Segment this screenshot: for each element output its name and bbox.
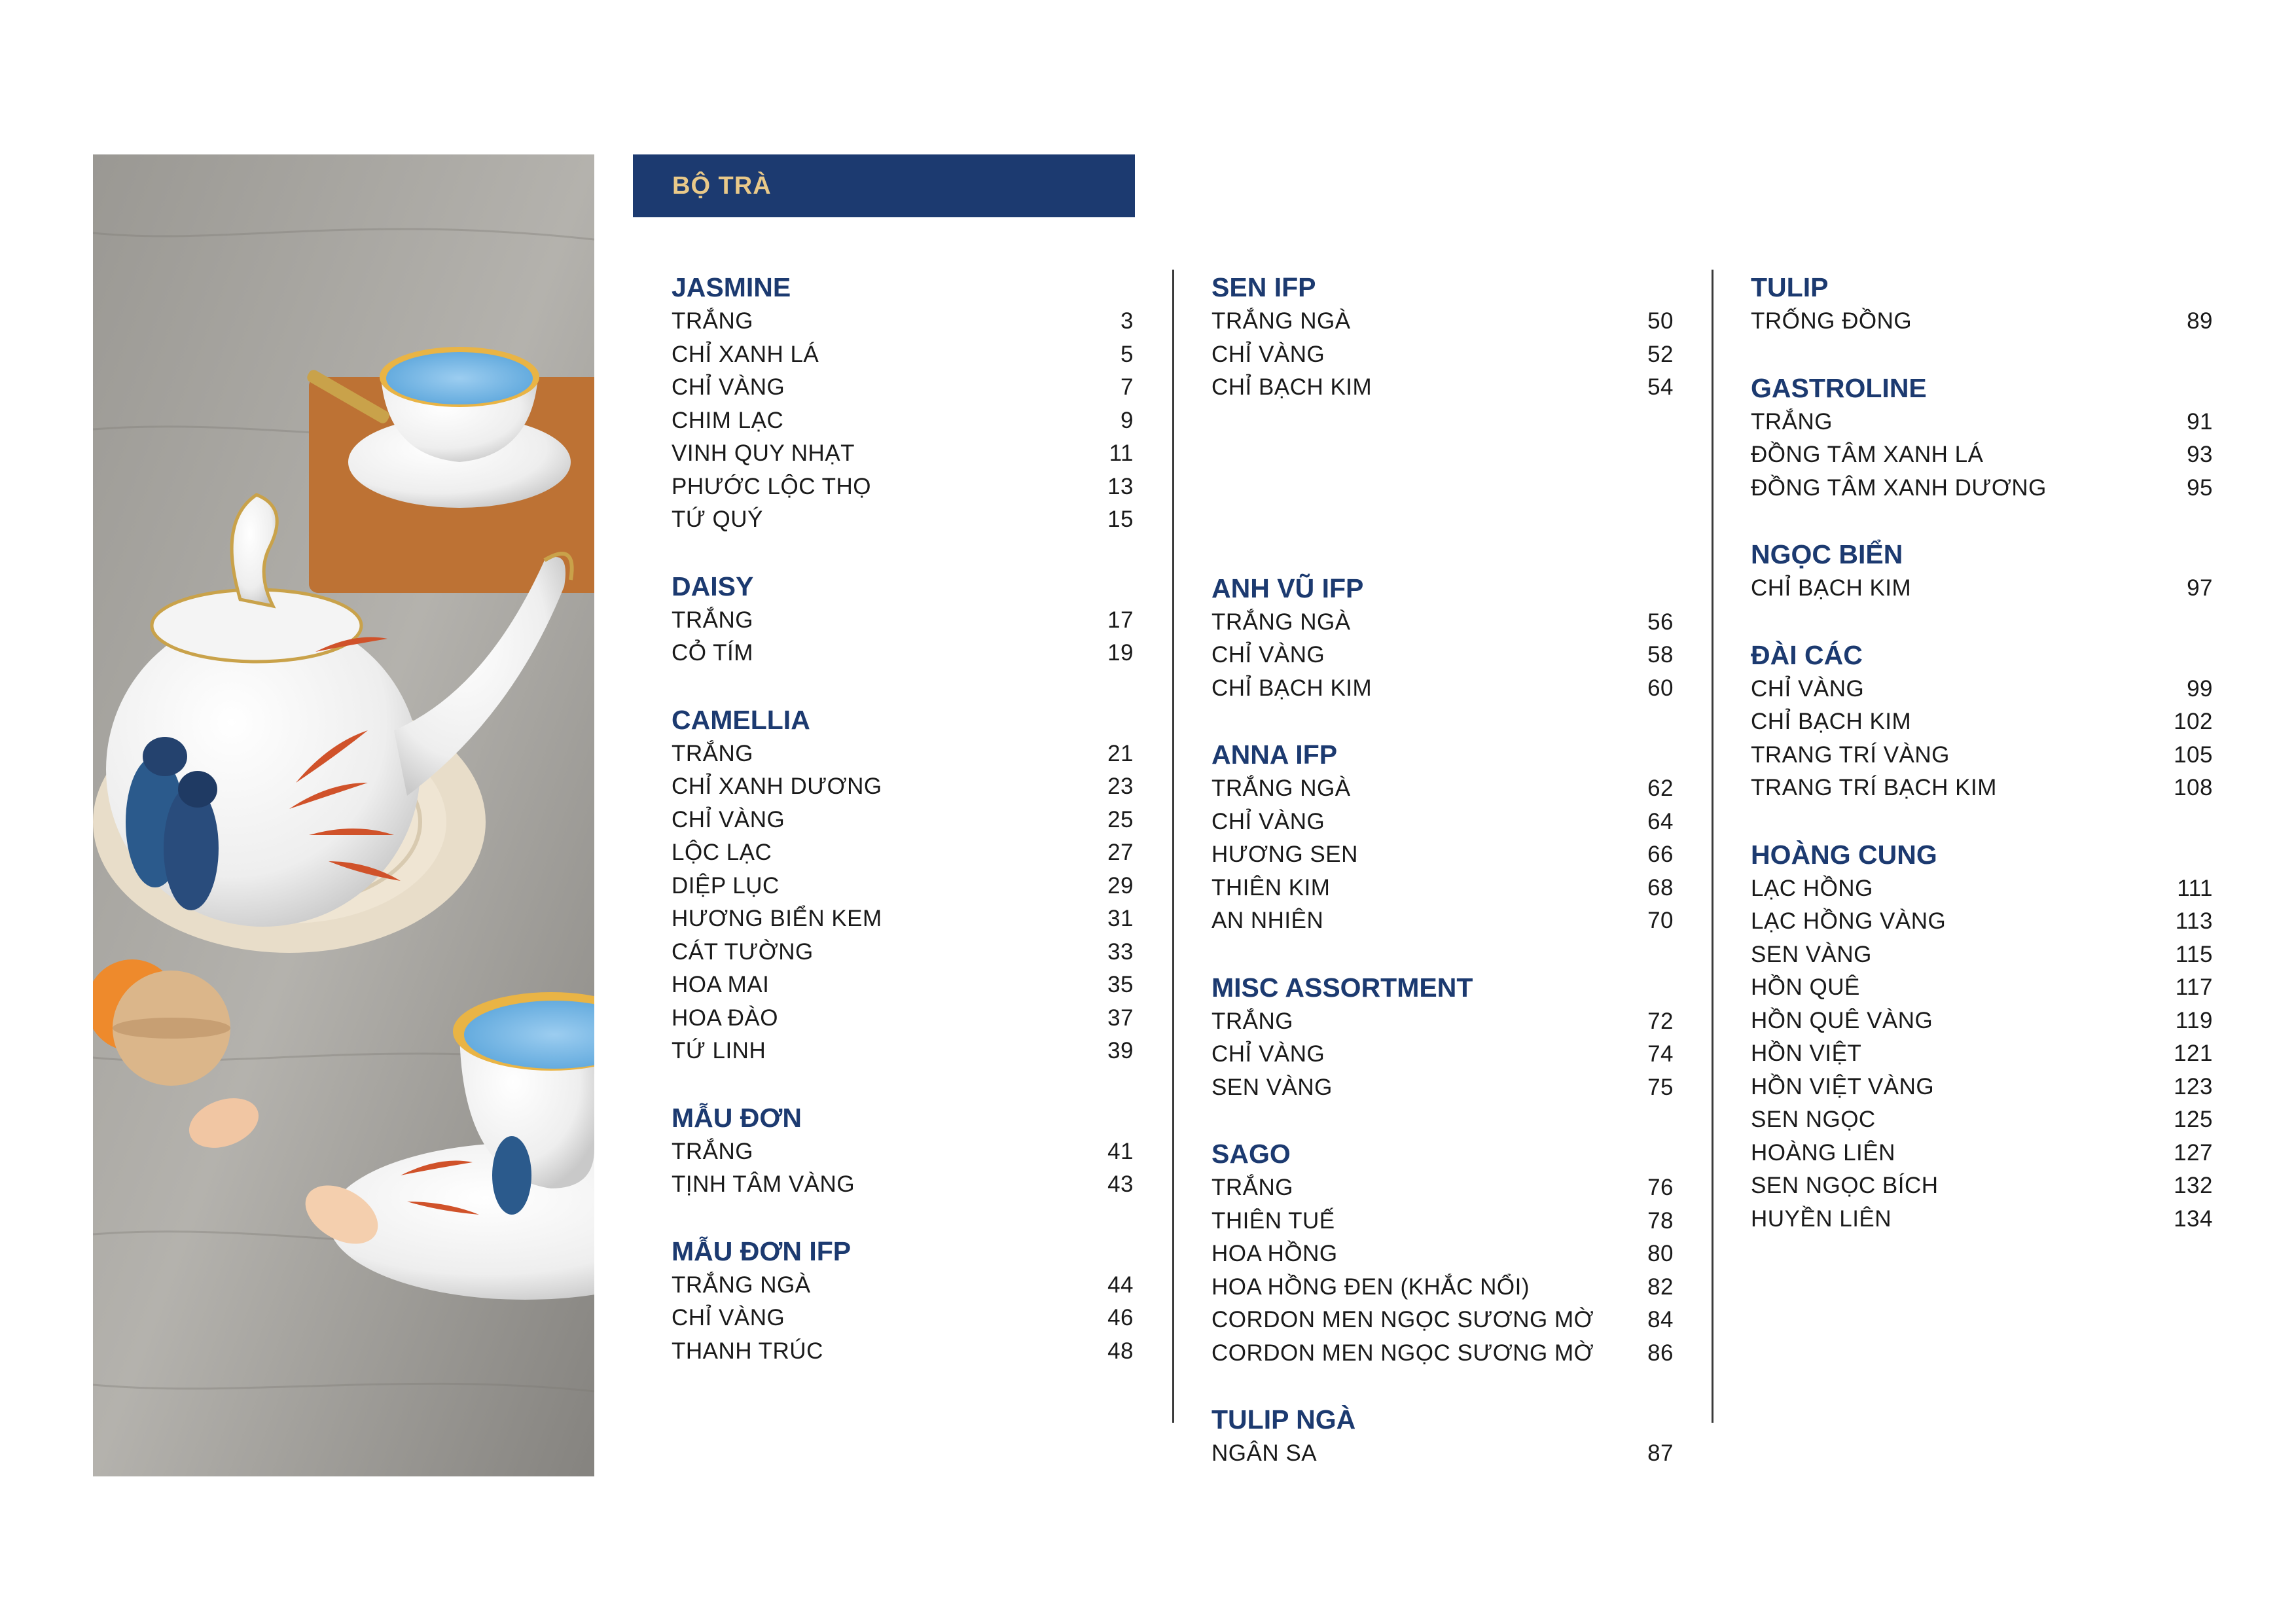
page-title: BỘ TRÀ xyxy=(672,172,772,200)
entry-page-number: 35 xyxy=(1107,972,1134,998)
entry-page-number: 82 xyxy=(1647,1274,1674,1300)
entry-name: HUYỀN LIÊN xyxy=(1751,1205,1892,1232)
entry-page-number: 105 xyxy=(2174,741,2213,768)
entry-name: HOA HỒNG xyxy=(1211,1241,1338,1267)
index-entry[interactable] xyxy=(1211,772,1674,806)
entry-name: THANH TRÚC xyxy=(672,1338,823,1364)
entry-name: NGÂN SA xyxy=(1211,1440,1318,1467)
entry-page-number: 119 xyxy=(2175,1007,2213,1033)
entry-name: HỒN VIỆT xyxy=(1751,1041,1862,1067)
entry-page-number: 54 xyxy=(1647,374,1674,401)
entry-name: CORDON MEN NGỌC SƯƠNG MỜ xyxy=(1211,1340,1594,1366)
entry-name: TRẮNG xyxy=(1751,408,1833,435)
entry-page-number: 70 xyxy=(1647,908,1674,934)
entry-page-number: 91 xyxy=(2187,408,2213,435)
entry-page-number: 108 xyxy=(2174,775,2213,801)
entry-name: TRẮNG xyxy=(672,740,753,766)
column-divider xyxy=(1712,270,1713,1423)
index-entry[interactable] xyxy=(672,1035,1134,1068)
index-entry[interactable] xyxy=(1751,1169,2213,1203)
index-entry[interactable] xyxy=(1211,1437,1674,1471)
index-entry[interactable] xyxy=(1751,905,2213,938)
collection-section xyxy=(1211,571,1674,705)
entry-name: THIÊN KIM xyxy=(1211,874,1331,901)
index-entry[interactable] xyxy=(672,1302,1134,1335)
index-entry[interactable] xyxy=(1751,406,2213,439)
index-entry[interactable] xyxy=(1211,1171,1674,1205)
collection-title: ANH VŨ IFP xyxy=(1211,573,1364,603)
entry-page-number: 64 xyxy=(1647,808,1674,834)
entry-name: CHỈ BẠCH KIM xyxy=(1211,374,1372,401)
index-entry[interactable] xyxy=(1211,838,1674,872)
entry-name: TRẮNG xyxy=(1211,1175,1293,1201)
index-entry[interactable] xyxy=(1211,1005,1674,1039)
entry-name: TRẮNG xyxy=(1211,1008,1293,1034)
entry-page-number: 15 xyxy=(1107,507,1134,533)
entry-name: CORDON MEN NGỌC SƯƠNG MỜ xyxy=(1211,1307,1594,1333)
collection-title: MẪU ĐƠN IFP xyxy=(672,1236,852,1266)
entry-page-number: 37 xyxy=(1107,1005,1134,1031)
entry-name: TRẮNG xyxy=(672,1138,753,1164)
index-entry[interactable] xyxy=(672,471,1134,504)
index-entry[interactable] xyxy=(1751,1103,2213,1137)
entry-page-number: 89 xyxy=(2187,308,2213,334)
index-entry[interactable] xyxy=(1751,1203,2213,1236)
entry-name: LẠC HỒNG VÀNG xyxy=(1751,908,1946,935)
collection-title: TULIP NGÀ xyxy=(1211,1404,1356,1435)
entry-page-number: 19 xyxy=(1107,640,1134,666)
collection-title: MISC ASSORTMENT xyxy=(1211,972,1473,1003)
collection-title: MẪU ĐƠN xyxy=(672,1102,802,1133)
index-entry[interactable] xyxy=(1751,739,2213,772)
collection-title: SEN IFP xyxy=(1211,272,1316,302)
index-entry[interactable] xyxy=(672,503,1134,537)
entry-name: HỒN QUÊ xyxy=(1751,974,1860,1001)
entry-page-number: 80 xyxy=(1647,1241,1674,1267)
entry-name: CHỈ VÀNG xyxy=(1211,642,1325,668)
entry-name: HỒN VIỆT VÀNG xyxy=(1751,1073,1935,1099)
index-entry[interactable] xyxy=(672,437,1134,471)
entry-name: TRẮNG NGÀ xyxy=(672,1272,811,1298)
index-entry[interactable] xyxy=(1751,438,2213,472)
index-entry[interactable] xyxy=(672,738,1134,771)
entry-name: AN NHIÊN xyxy=(1211,908,1324,934)
entry-page-number: 23 xyxy=(1107,774,1134,800)
index-column-3 xyxy=(1751,270,2213,1268)
entry-page-number: 21 xyxy=(1107,740,1134,766)
entry-page-number: 11 xyxy=(1109,440,1134,467)
entry-name: CHỈ VÀNG xyxy=(1751,675,1865,702)
entry-page-number: 134 xyxy=(2174,1205,2213,1232)
entry-name: CHỈ VÀNG xyxy=(1211,341,1325,367)
entry-name: TRẮNG NGÀ xyxy=(1211,609,1351,635)
collection-section xyxy=(1211,270,1674,404)
index-entry[interactable] xyxy=(1211,1337,1674,1370)
entry-page-number: 117 xyxy=(2175,974,2213,1001)
entry-page-number: 86 xyxy=(1647,1340,1674,1366)
index-entry[interactable] xyxy=(672,969,1134,1002)
index-column-1 xyxy=(672,270,1134,1400)
index-entry[interactable] xyxy=(1751,1071,2213,1104)
collection-title: HOÀNG CUNG xyxy=(1751,839,1937,870)
entry-page-number: 41 xyxy=(1107,1138,1134,1164)
entry-name: CỎ TÍM xyxy=(672,640,753,666)
collection-title: GASTROLINE xyxy=(1751,372,1927,403)
collection-title: CAMELLIA xyxy=(672,704,810,735)
index-entry[interactable] xyxy=(672,770,1134,804)
entry-page-number: 75 xyxy=(1647,1074,1674,1100)
entry-page-number: 125 xyxy=(2174,1107,2213,1133)
index-entry[interactable] xyxy=(672,1135,1134,1169)
index-entry[interactable] xyxy=(1211,305,1674,338)
entry-name: LẠC HỒNG xyxy=(1751,875,1873,901)
entry-page-number: 93 xyxy=(2187,442,2213,468)
entry-page-number: 50 xyxy=(1647,308,1674,334)
entry-name: HOA ĐÀO xyxy=(672,1005,778,1031)
entry-name: HỒN QUÊ VÀNG xyxy=(1751,1007,1933,1033)
index-column-2 xyxy=(1211,270,1674,1503)
entry-page-number: 76 xyxy=(1647,1175,1674,1201)
entry-name: TRẮNG NGÀ xyxy=(1211,776,1351,802)
index-entry[interactable] xyxy=(672,637,1134,670)
entry-name: DIỆP LỤC xyxy=(672,872,780,899)
collection-section xyxy=(1211,970,1674,1105)
index-entry[interactable] xyxy=(1211,904,1674,938)
entry-name: CHỈ BẠCH KIM xyxy=(1211,675,1372,701)
collection-section xyxy=(1751,270,2213,338)
entry-page-number: 9 xyxy=(1121,407,1134,433)
entry-name: THIÊN TUẾ xyxy=(1211,1207,1335,1234)
entry-name: PHƯỚC LỘC THỌ xyxy=(672,473,871,499)
index-entry[interactable] xyxy=(1211,1071,1674,1105)
entry-name: SEN VÀNG xyxy=(1211,1074,1333,1100)
entry-name: TRANG TRÍ BẠCH KIM xyxy=(1751,775,1997,801)
entry-page-number: 3 xyxy=(1121,308,1134,334)
entry-name: HƯƠNG BIỂN KEM xyxy=(672,906,882,932)
collection-section xyxy=(672,270,1134,537)
entry-name: LỘC LẠC xyxy=(672,840,772,866)
entry-name: HƯƠNG SEN xyxy=(1211,842,1358,868)
entry-page-number: 33 xyxy=(1107,938,1134,965)
entry-page-number: 29 xyxy=(1107,872,1134,899)
index-entry[interactable] xyxy=(1211,672,1674,705)
index-entry[interactable] xyxy=(672,870,1134,903)
entry-name: CHỈ BẠCH KIM xyxy=(1751,575,1912,601)
index-entry[interactable] xyxy=(1751,673,2213,706)
collection-section xyxy=(672,569,1134,670)
entry-page-number: 43 xyxy=(1107,1171,1134,1198)
index-entry[interactable] xyxy=(1211,639,1674,672)
entry-page-number: 78 xyxy=(1647,1207,1674,1234)
index-entry[interactable] xyxy=(1211,1238,1674,1271)
index-entry[interactable] xyxy=(1751,705,2213,739)
entry-page-number: 56 xyxy=(1647,609,1674,635)
entry-page-number: 66 xyxy=(1647,842,1674,868)
entry-name: CHỈ VÀNG xyxy=(672,374,785,401)
collection-section xyxy=(1751,537,2213,605)
collection-title: DAISY xyxy=(672,571,754,601)
entry-name: HOA HỒNG ĐEN (KHẮC NỔI) xyxy=(1211,1274,1530,1300)
collection-section xyxy=(672,702,1134,1068)
index-entry[interactable] xyxy=(672,604,1134,637)
entry-name: TRANG TRÍ VÀNG xyxy=(1751,741,1950,768)
entry-name: SEN VÀNG xyxy=(1751,941,1872,967)
index-entry[interactable] xyxy=(1211,371,1674,404)
entry-page-number: 72 xyxy=(1647,1008,1674,1034)
index-entry[interactable] xyxy=(672,836,1134,870)
index-entry[interactable] xyxy=(1751,472,2213,505)
entry-page-number: 68 xyxy=(1647,874,1674,901)
collection-section xyxy=(672,1100,1134,1202)
entry-name: CHỈ VÀNG xyxy=(672,1305,785,1331)
column-divider xyxy=(1172,270,1174,1423)
entry-page-number: 87 xyxy=(1647,1440,1674,1467)
entry-name: TỨ QUÝ xyxy=(672,507,763,533)
index-entry[interactable] xyxy=(1751,572,2213,605)
entry-page-number: 97 xyxy=(2187,575,2213,601)
index-entry[interactable] xyxy=(1751,872,2213,906)
entry-name: SEN NGỌC xyxy=(1751,1107,1876,1133)
entry-page-number: 102 xyxy=(2174,709,2213,735)
entry-page-number: 46 xyxy=(1107,1305,1134,1331)
entry-name: TRỐNG ĐỒNG xyxy=(1751,308,1912,334)
entry-page-number: 127 xyxy=(2174,1139,2213,1166)
entry-page-number: 84 xyxy=(1647,1307,1674,1333)
index-entry[interactable] xyxy=(672,338,1134,372)
entry-page-number: 60 xyxy=(1647,675,1674,701)
entry-name: TỊNH TÂM VÀNG xyxy=(672,1171,855,1198)
collection-title: TULIP xyxy=(1751,272,1829,302)
entry-name: CHỈ XANH DƯƠNG xyxy=(672,774,882,800)
entry-page-number: 27 xyxy=(1107,840,1134,866)
collection-section xyxy=(1211,1136,1674,1370)
entry-page-number: 44 xyxy=(1107,1272,1134,1298)
entry-page-number: 62 xyxy=(1647,776,1674,802)
entry-page-number: 7 xyxy=(1121,374,1134,401)
index-entry[interactable] xyxy=(1751,772,2213,805)
entry-page-number: 58 xyxy=(1647,642,1674,668)
index-entry[interactable] xyxy=(672,1269,1134,1302)
entry-page-number: 111 xyxy=(2177,875,2213,901)
entry-page-number: 39 xyxy=(1107,1038,1134,1064)
entry-name: CHỈ BẠCH KIM xyxy=(1751,709,1912,735)
entry-name: TRẮNG xyxy=(672,308,753,334)
entry-page-number: 52 xyxy=(1647,341,1674,367)
entry-page-number: 99 xyxy=(2187,675,2213,702)
index-entry[interactable] xyxy=(672,1002,1134,1035)
entry-name: HOÀNG LIÊN xyxy=(1751,1139,1895,1166)
entry-name: HOA MAI xyxy=(672,972,770,998)
entry-page-number: 25 xyxy=(1107,806,1134,832)
section-gap xyxy=(1211,437,1674,571)
index-entry[interactable] xyxy=(1211,1038,1674,1071)
entry-name: CHỈ VÀNG xyxy=(672,806,785,832)
index-entry[interactable] xyxy=(1751,938,2213,972)
index-entry[interactable] xyxy=(672,371,1134,404)
index-entry[interactable] xyxy=(672,1168,1134,1202)
tea-set-photo xyxy=(93,154,594,1476)
index-entry[interactable] xyxy=(672,404,1134,438)
collection-title: JASMINE xyxy=(672,272,791,302)
entry-name: TRẮNG NGÀ xyxy=(1211,308,1351,334)
entry-name: TỨ LINH xyxy=(672,1038,766,1064)
collection-section xyxy=(1751,370,2213,505)
index-entry[interactable] xyxy=(1751,305,2213,338)
collection-title: ĐÀI CÁC xyxy=(1751,639,1863,670)
index-entry[interactable] xyxy=(1211,1271,1674,1304)
entry-page-number: 17 xyxy=(1107,607,1134,633)
entry-page-number: 121 xyxy=(2174,1041,2213,1067)
entry-page-number: 13 xyxy=(1107,473,1134,499)
collection-section xyxy=(1211,1402,1674,1471)
collection-section xyxy=(1211,737,1674,938)
collection-section xyxy=(1751,637,2213,805)
entry-page-number: 123 xyxy=(2174,1073,2213,1099)
index-entry[interactable] xyxy=(672,305,1134,338)
index-entry[interactable] xyxy=(672,1335,1134,1368)
entry-name: VINH QUY NHẠT xyxy=(672,440,855,467)
entry-name: CÁT TƯỜNG xyxy=(672,938,814,965)
entry-name: SEN NGỌC BÍCH xyxy=(1751,1173,1939,1199)
index-entry[interactable] xyxy=(1751,1005,2213,1038)
index-entry[interactable] xyxy=(1211,1304,1674,1337)
index-entry[interactable] xyxy=(1211,606,1674,639)
index-entry[interactable] xyxy=(1211,338,1674,372)
entry-page-number: 74 xyxy=(1647,1041,1674,1067)
collection-title: SAGO xyxy=(1211,1139,1291,1169)
collection-title: ANNA IFP xyxy=(1211,740,1338,770)
collection-section xyxy=(1751,837,2213,1236)
entry-name: CHỈ VÀNG xyxy=(1211,1041,1325,1067)
entry-name: TRẮNG xyxy=(672,607,753,633)
index-entry[interactable] xyxy=(1211,1205,1674,1238)
entry-page-number: 48 xyxy=(1107,1338,1134,1364)
section-header-bar xyxy=(633,154,1135,217)
entry-page-number: 113 xyxy=(2175,908,2213,935)
entry-page-number: 132 xyxy=(2174,1173,2213,1199)
index-entry[interactable] xyxy=(672,936,1134,969)
entry-page-number: 95 xyxy=(2187,474,2213,501)
entry-name: CHỈ XANH LÁ xyxy=(672,341,819,367)
collection-section xyxy=(672,1234,1134,1368)
index-entry[interactable] xyxy=(1211,806,1674,839)
entry-page-number: 115 xyxy=(2175,941,2213,967)
index-entry[interactable] xyxy=(1211,872,1674,905)
entry-name: CHIM LẠC xyxy=(672,407,784,433)
entry-name: ĐỒNG TÂM XANH DƯƠNG xyxy=(1751,474,2047,501)
index-entry[interactable] xyxy=(672,804,1134,837)
entry-name: CHỈ VÀNG xyxy=(1211,808,1325,834)
index-entry[interactable] xyxy=(1751,1037,2213,1071)
entry-page-number: 31 xyxy=(1107,906,1134,932)
collection-title: NGỌC BIỂN xyxy=(1751,539,1903,569)
index-entry[interactable] xyxy=(1751,1137,2213,1170)
entry-page-number: 5 xyxy=(1121,341,1134,367)
index-entry[interactable] xyxy=(672,902,1134,936)
index-entry[interactable] xyxy=(1751,971,2213,1005)
entry-name: ĐỒNG TÂM XANH LÁ xyxy=(1751,442,1984,468)
